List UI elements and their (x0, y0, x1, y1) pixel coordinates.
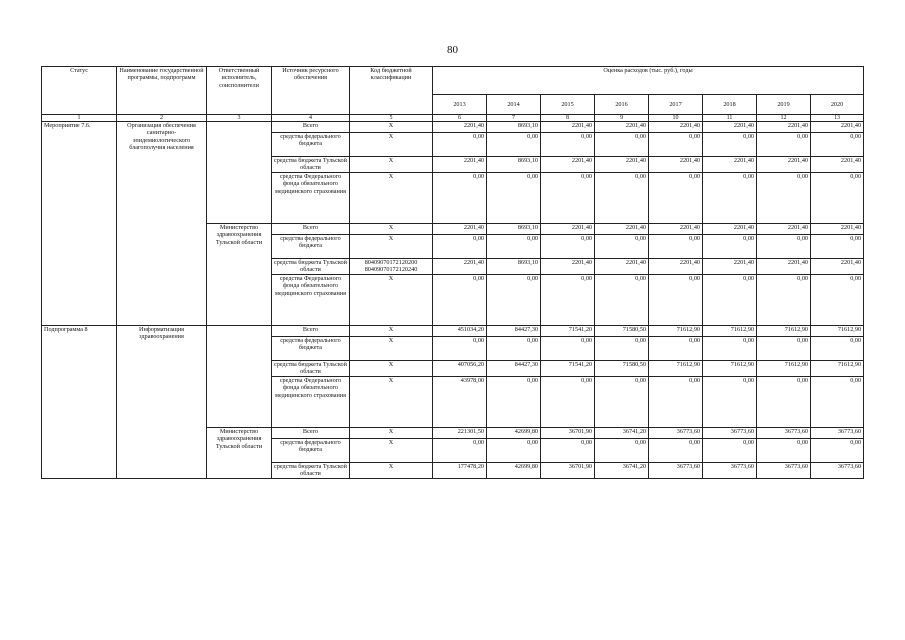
code-cell: Х (350, 360, 433, 376)
status-cell: Мероприятие 7.6. (42, 122, 117, 326)
value-cell: 42699,80 (487, 427, 541, 438)
value-cell: 177478,20 (433, 462, 487, 478)
value-cell: 2201,40 (595, 258, 649, 274)
code-cell: Х (350, 157, 433, 173)
source-cell: Всего (272, 325, 350, 336)
value-cell: 0,00 (811, 274, 864, 325)
header-source: Источник ресурсного обеспечения (272, 67, 350, 115)
value-cell: 0,00 (649, 133, 703, 157)
value-cell: 2201,40 (757, 258, 811, 274)
column-number: 7 (487, 115, 541, 122)
code-cell: Х (350, 325, 433, 336)
value-cell: 2201,40 (757, 122, 811, 133)
value-cell: 71612,90 (649, 360, 703, 376)
value-cell: 0,00 (703, 376, 757, 427)
value-cell: 0,00 (433, 336, 487, 360)
value-cell: 2201,40 (541, 258, 595, 274)
source-cell: средства федерального бюджета (272, 234, 350, 258)
value-cell: 71612,90 (757, 360, 811, 376)
value-cell: 0,00 (541, 234, 595, 258)
column-number: 1 (42, 115, 117, 122)
value-cell: 0,00 (811, 376, 864, 427)
value-cell: 0,00 (811, 133, 864, 157)
column-number: 12 (757, 115, 811, 122)
source-cell: средства бюджета Тульской области (272, 157, 350, 173)
value-cell: 0,00 (757, 438, 811, 462)
value-cell: 8693,10 (487, 223, 541, 234)
year-header: 2013 (433, 95, 487, 115)
source-cell: средства бюджета Тульской области (272, 258, 350, 274)
code-cell: Х (350, 133, 433, 157)
value-cell: 8693,10 (487, 157, 541, 173)
source-cell: средства федерального бюджета (272, 336, 350, 360)
year-header: 2016 (595, 95, 649, 115)
value-cell: 407056,20 (433, 360, 487, 376)
column-number: 3 (207, 115, 272, 122)
code-cell: Х (350, 462, 433, 478)
value-cell: 36701,90 (541, 462, 595, 478)
header-name: Наименование государственной программы, подпрограмм (117, 67, 207, 115)
value-cell: 36773,60 (757, 462, 811, 478)
value-cell: 36773,60 (703, 462, 757, 478)
value-cell: 0,00 (487, 438, 541, 462)
value-cell: 71612,90 (703, 360, 757, 376)
value-cell: 71541,20 (541, 325, 595, 336)
value-cell: 0,00 (541, 133, 595, 157)
value-cell: 0,00 (811, 336, 864, 360)
value-cell: 2201,40 (649, 122, 703, 133)
value-cell: 0,00 (811, 438, 864, 462)
value-cell: 2201,40 (595, 122, 649, 133)
value-cell: 221301,50 (433, 427, 487, 438)
responsible-cell (207, 325, 272, 427)
value-cell: 0,00 (757, 274, 811, 325)
value-cell: 0,00 (757, 133, 811, 157)
value-cell: 43978,00 (433, 376, 487, 427)
value-cell: 0,00 (757, 234, 811, 258)
code-cell: Х (350, 336, 433, 360)
column-number: 8 (541, 115, 595, 122)
header-code: Код бюджетной классификации (350, 67, 433, 115)
value-cell: 36741,20 (595, 427, 649, 438)
value-cell: 0,00 (433, 172, 487, 223)
code-cell: Х (350, 274, 433, 325)
value-cell: 0,00 (595, 133, 649, 157)
budget-table (41, 66, 864, 479)
value-cell: 2201,40 (757, 157, 811, 173)
source-cell: Всего (272, 223, 350, 234)
column-number: 6 (433, 115, 487, 122)
value-cell: 71580,50 (595, 325, 649, 336)
value-cell: 0,00 (595, 234, 649, 258)
value-cell: 36773,60 (649, 462, 703, 478)
value-cell: 2201,40 (703, 223, 757, 234)
code-cell: 80409070172120200 80409070172120240 (350, 258, 433, 274)
code-cell: Х (350, 427, 433, 438)
source-cell: средства бюджета Тульской области (272, 462, 350, 478)
value-cell: 0,00 (703, 133, 757, 157)
table-body (42, 122, 864, 479)
value-cell: 0,00 (757, 336, 811, 360)
value-cell: 2201,40 (811, 157, 864, 173)
value-cell: 2201,40 (595, 223, 649, 234)
page-number: 80 (447, 44, 458, 56)
value-cell: 0,00 (541, 274, 595, 325)
column-number: 13 (811, 115, 864, 122)
value-cell: 0,00 (487, 234, 541, 258)
value-cell: 71612,90 (811, 360, 864, 376)
value-cell: 71580,50 (595, 360, 649, 376)
value-cell: 451034,20 (433, 325, 487, 336)
source-cell: Всего (272, 122, 350, 133)
value-cell: 2201,40 (433, 223, 487, 234)
responsible-cell: Министерство здравоохранения Тульской области (207, 427, 272, 478)
value-cell: 8693,10 (487, 122, 541, 133)
value-cell: 71612,90 (811, 325, 864, 336)
value-cell: 2201,40 (703, 258, 757, 274)
value-cell: 2201,40 (649, 157, 703, 173)
value-cell: 0,00 (595, 376, 649, 427)
header-row (42, 67, 864, 95)
value-cell: 2201,40 (433, 258, 487, 274)
value-cell: 36773,60 (757, 427, 811, 438)
value-cell: 0,00 (595, 438, 649, 462)
value-cell: 0,00 (487, 133, 541, 157)
column-number: 5 (350, 115, 433, 122)
value-cell: 2201,40 (541, 157, 595, 173)
header-estimate: Оценка расходов (тыс. руб.), годы (433, 67, 864, 95)
column-number: 4 (272, 115, 350, 122)
value-cell: 84427,30 (487, 325, 541, 336)
value-cell: 0,00 (595, 274, 649, 325)
value-cell: 2201,40 (757, 223, 811, 234)
program-name-cell: Информатизация здравоохранения (117, 325, 207, 478)
value-cell: 71612,90 (703, 325, 757, 336)
value-cell: 8693,10 (487, 258, 541, 274)
value-cell: 36773,60 (811, 427, 864, 438)
value-cell: 0,00 (487, 274, 541, 325)
value-cell: 0,00 (649, 336, 703, 360)
value-cell: 2201,40 (703, 122, 757, 133)
value-cell: 0,00 (487, 172, 541, 223)
value-cell: 0,00 (703, 172, 757, 223)
value-cell: 2201,40 (703, 157, 757, 173)
column-number: 2 (117, 115, 207, 122)
value-cell: 0,00 (541, 172, 595, 223)
value-cell: 0,00 (487, 336, 541, 360)
column-number: 11 (703, 115, 757, 122)
value-cell: 0,00 (649, 376, 703, 427)
value-cell: 0,00 (487, 376, 541, 427)
source-cell: средства бюджета Тульской области (272, 360, 350, 376)
year-header: 2014 (487, 95, 541, 115)
value-cell: 36773,60 (703, 427, 757, 438)
value-cell: 2201,40 (541, 223, 595, 234)
table-row (42, 325, 864, 336)
value-cell: 0,00 (433, 234, 487, 258)
value-cell: 0,00 (757, 376, 811, 427)
value-cell: 2201,40 (811, 258, 864, 274)
value-cell: 36773,60 (811, 462, 864, 478)
value-cell: 84427,30 (487, 360, 541, 376)
value-cell: 42699,80 (487, 462, 541, 478)
column-numbers-row (42, 115, 864, 122)
code-cell: Х (350, 223, 433, 234)
value-cell: 0,00 (811, 172, 864, 223)
value-cell: 0,00 (703, 234, 757, 258)
value-cell: 0,00 (433, 274, 487, 325)
year-header: 2018 (703, 95, 757, 115)
value-cell: 2201,40 (541, 122, 595, 133)
value-cell: 71541,20 (541, 360, 595, 376)
value-cell: 0,00 (703, 274, 757, 325)
value-cell: 2201,40 (595, 157, 649, 173)
value-cell: 0,00 (757, 172, 811, 223)
value-cell: 0,00 (541, 376, 595, 427)
year-header: 2019 (757, 95, 811, 115)
value-cell: 0,00 (595, 172, 649, 223)
year-header: 2020 (811, 95, 864, 115)
source-cell: средства Федерального фонда обязательного медицинского страхования (272, 172, 350, 223)
value-cell: 2201,40 (811, 122, 864, 133)
value-cell: 0,00 (649, 172, 703, 223)
code-cell: Х (350, 438, 433, 462)
value-cell: 0,00 (433, 438, 487, 462)
value-cell: 2201,40 (649, 258, 703, 274)
value-cell: 0,00 (811, 234, 864, 258)
source-cell: средства федерального бюджета (272, 133, 350, 157)
source-cell: средства Федерального фонда обязательного медицинского страхования (272, 274, 350, 325)
source-cell: средства федерального бюджета (272, 438, 350, 462)
value-cell: 0,00 (649, 438, 703, 462)
value-cell: 0,00 (433, 133, 487, 157)
value-cell: 36741,20 (595, 462, 649, 478)
column-number: 9 (595, 115, 649, 122)
year-header: 2017 (649, 95, 703, 115)
source-cell: Всего (272, 427, 350, 438)
year-header: 2015 (541, 95, 595, 115)
column-number: 10 (649, 115, 703, 122)
program-name-cell: Организация обеспечения санитарно-эпидемиологического благополучия населения (117, 122, 207, 326)
code-cell: Х (350, 122, 433, 133)
header-responsible: Ответственный исполнитель, соисполнители (207, 67, 272, 115)
value-cell: 2201,40 (433, 122, 487, 133)
table-row (42, 122, 864, 133)
value-cell: 0,00 (541, 336, 595, 360)
responsible-cell: Министерство здравоохранения Тульской области (207, 223, 272, 325)
value-cell: 36701,90 (541, 427, 595, 438)
value-cell: 0,00 (541, 438, 595, 462)
header-status: Статус (42, 67, 117, 115)
value-cell: 36773,60 (649, 427, 703, 438)
value-cell: 71612,90 (649, 325, 703, 336)
value-cell: 0,00 (703, 438, 757, 462)
value-cell: 2201,40 (649, 223, 703, 234)
code-cell: Х (350, 172, 433, 223)
value-cell: 0,00 (595, 336, 649, 360)
value-cell: 0,00 (649, 234, 703, 258)
responsible-cell (207, 122, 272, 224)
source-cell: средства Федерального фонда обязательного медицинского страхования (272, 376, 350, 427)
value-cell: 2201,40 (433, 157, 487, 173)
value-cell: 2201,40 (811, 223, 864, 234)
code-cell: Х (350, 234, 433, 258)
value-cell: 0,00 (703, 336, 757, 360)
status-cell: Подпрограмма 8 (42, 325, 117, 478)
value-cell: 71612,90 (757, 325, 811, 336)
value-cell: 0,00 (649, 274, 703, 325)
code-cell: Х (350, 376, 433, 427)
